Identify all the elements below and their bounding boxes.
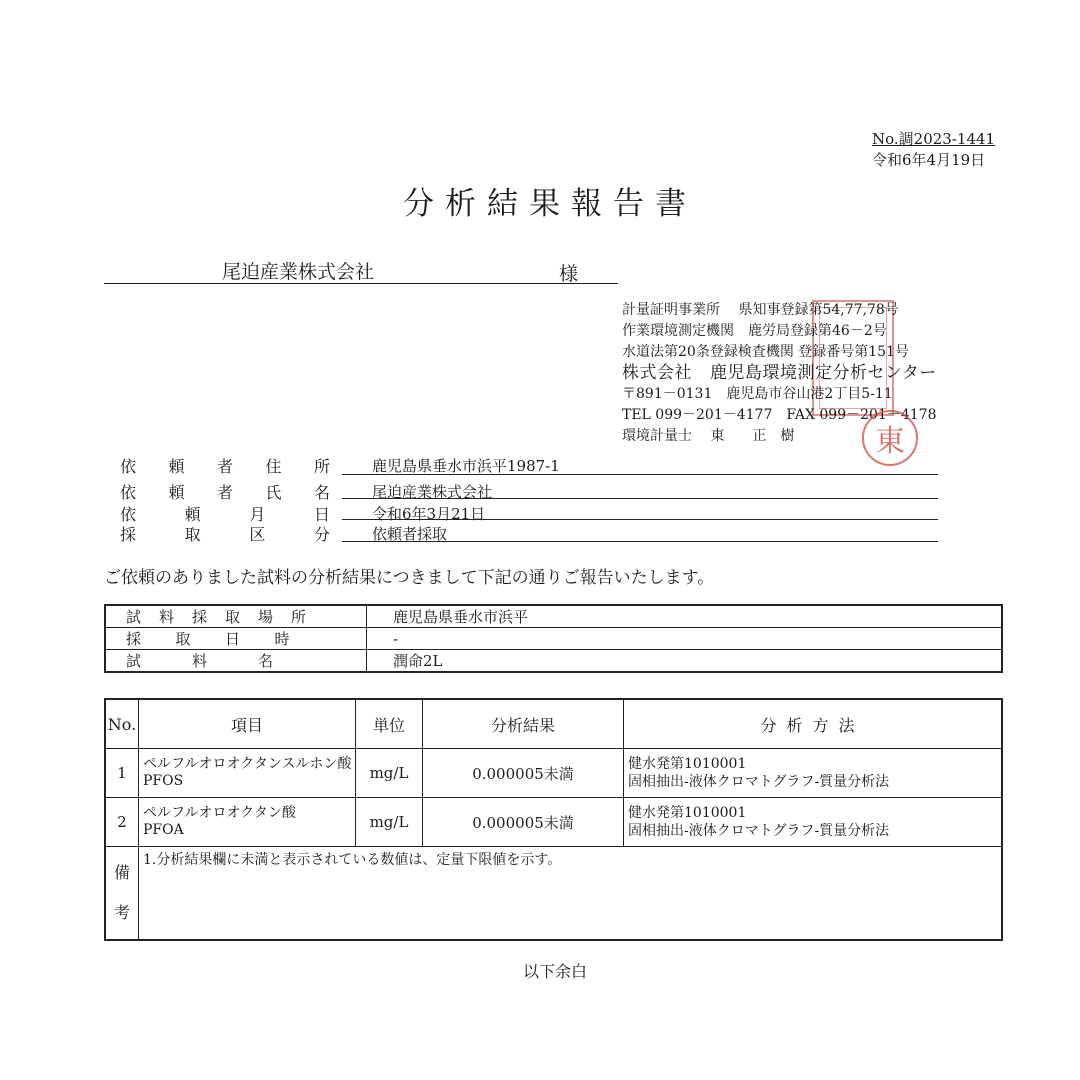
document-date: 令和6年4月19日 [872,151,986,169]
request-value: 令和6年3月21日 [372,505,486,523]
request-value: 鹿児島県垂水市浜平1987-1 [372,457,560,475]
request-value: 尾迫産業株式会社 [372,483,493,501]
request-underline [342,519,938,520]
label-char: 住 [265,457,282,476]
sample-label [105,605,367,628]
label-char: 場 [258,608,274,626]
item-name: ペルフルオロオクタンスルホン酸 [143,756,352,772]
item-code: PFOS [143,773,184,789]
sample-info-table [104,604,1003,673]
label-char: 区 [249,525,266,544]
method-name: 固相抽出-液体クロマトグラフ-質量分析法 [628,774,890,790]
row-unit: mg/L [356,798,423,847]
results-row [105,798,1002,847]
issuer-phone: TEL 099－201－4177 FAX 099－201－4178 [622,407,937,423]
label-char: 試 [126,608,142,626]
label-char: 分 [313,525,330,544]
row-result: 0.000005未満 [423,749,624,798]
sample-label-text [126,606,324,627]
label-char: 月 [249,505,266,524]
sample-label-text [126,628,324,649]
personal-seal-stamp: 東 [862,410,918,466]
method-ref: 健水発第1010001 [628,805,747,821]
issuer-registration-1: 計量証明事業所 県知事登録第54,77,78号 [622,302,899,318]
row-number: 2 [105,798,139,847]
request-label-text [120,522,330,545]
label-char: 者 [216,483,233,502]
sample-row [105,605,1002,628]
request-value: 依頼者採取 [372,525,448,543]
header-no: No. [105,699,139,749]
row-item [139,749,356,798]
label-char: 取 [184,525,201,544]
remarks-label-2: 考 [113,903,130,922]
header-result: 分析結果 [423,699,624,749]
recipient-name: 尾迫産業株式会社 [222,261,375,283]
sample-label [105,650,367,673]
item-name: ペルフルオロオクタン酸 [143,805,296,821]
header-item: 項目 [139,699,356,749]
request-label [120,480,330,503]
sample-label-text [126,650,324,671]
document-number: No.調2023-1441 [872,130,996,148]
header-method: 分析方法 [624,699,1003,749]
request-label-text [120,480,330,503]
row-method [624,749,1003,798]
label-char: 料 [159,608,175,626]
method-ref: 健水発第1010001 [628,756,747,772]
label-char: 頼 [168,483,185,502]
issuer-company [622,363,937,384]
label-char: 時 [274,630,290,648]
sample-value: 鹿児島県垂水市浜平 [367,605,1003,628]
label-char: 日 [225,630,241,648]
label-char: 所 [313,457,330,476]
request-underline [342,498,938,499]
issuer-registration-3: 水道法第20条登録検査機関 登録番号第151号 [622,344,909,360]
recipient-honorific: 様 [559,263,579,285]
row-item [139,798,356,847]
remarks-row [105,847,1002,941]
sample-row [105,628,1002,650]
label-char: 氏 [265,483,282,502]
sample-label [105,628,367,650]
label-char: 採 [120,525,137,544]
header-unit: 単位 [356,699,423,749]
row-result: 0.000005未満 [423,798,624,847]
request-underline [342,474,938,475]
label-char: 依 [120,483,137,502]
sample-value: - [367,628,1003,650]
issuer-measurer: 環境計量士 東 正 樹 [622,428,795,444]
sample-row [105,650,1002,673]
label-char: 採 [192,608,208,626]
row-method [624,798,1003,847]
results-row [105,749,1002,798]
item-code: PFOA [143,822,184,838]
label-char: 名 [258,652,274,670]
company-type: 株式会社 [622,363,692,383]
remarks-text: 1.分析結果欄に未満と表示されている数値は、定量下限値を示す。 [139,847,1003,941]
row-unit: mg/L [356,749,423,798]
issuer-registration-2: 作業環境測定機関 鹿労局登録第46－2号 [622,323,887,339]
company-name: 鹿児島環境測定分析センター [710,363,937,383]
label-char: 頼 [184,505,201,524]
label-char: 取 [225,608,241,626]
remarks-label [105,847,139,941]
label-char: 依 [120,505,137,524]
request-underline [342,541,938,542]
issuer-address: 〒891－0131 鹿児島市谷山港2丁目5-11 [622,386,893,402]
remarks-label-1: 備 [113,863,130,882]
row-number: 1 [105,749,139,798]
label-char: 所 [291,608,307,626]
request-label [120,522,330,545]
label-char: 採 [126,630,142,648]
label-char: 頼 [168,457,185,476]
end-of-document: 以下余白 [522,962,587,981]
label-char: 試 [126,652,142,670]
results-header-row [105,699,1002,749]
document-title: 分析結果報告書 [403,186,697,222]
label-char: 料 [192,652,208,670]
request-label-text [120,454,330,477]
label-char: 取 [175,630,191,648]
label-char: 日 [313,505,330,524]
label-char: 者 [216,457,233,476]
label-char: 依 [120,457,137,476]
sample-value: 潤命2L [367,650,1003,673]
label-char: 名 [313,483,330,502]
recipient-underline [104,283,618,284]
method-name: 固相抽出-液体クロマトグラフ-質量分析法 [628,823,890,839]
intro-text: ご依頼のありました試料の分析結果につきまして下記の通りご報告いたします。 [104,568,715,588]
request-label [120,454,330,477]
results-table [104,698,1003,941]
